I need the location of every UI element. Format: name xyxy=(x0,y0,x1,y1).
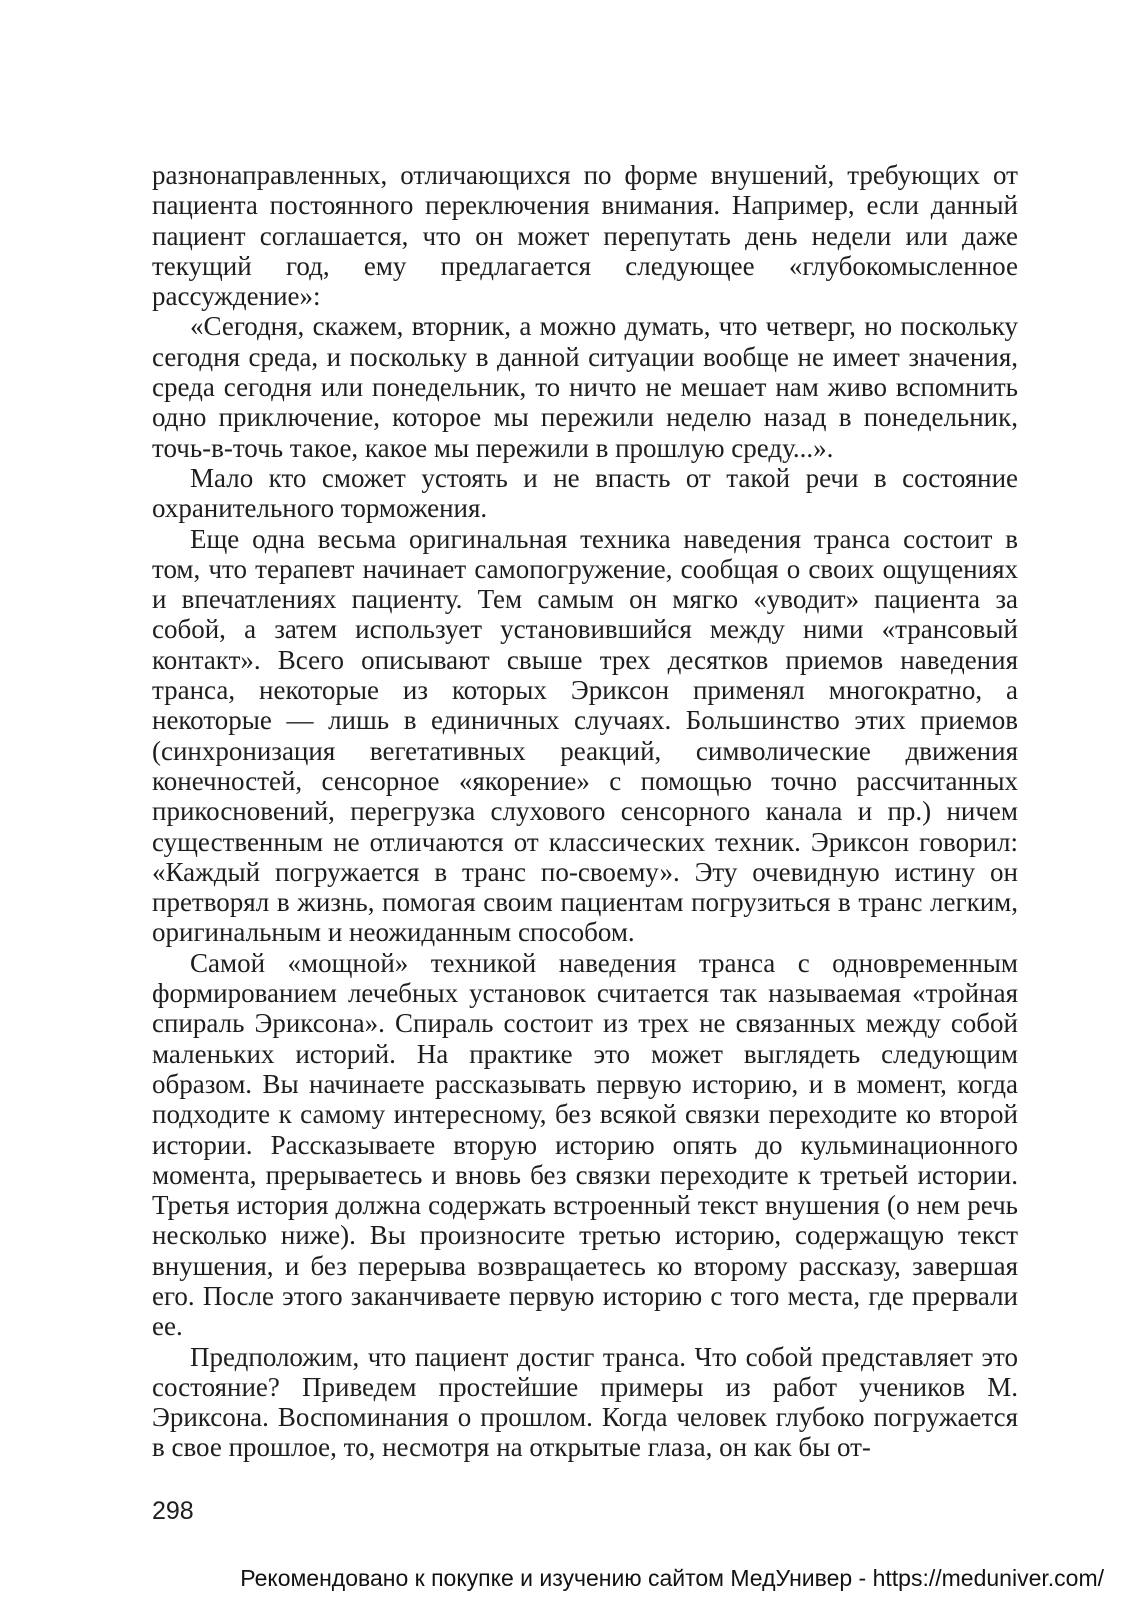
paragraph: Мало кто сможет устоять и не впасть от такой речи в состояние охранительного торможения. xyxy=(152,462,1018,524)
paragraph: Еще одна весьма оригинальная техника наведения транса состоит в том, что терапевт начинает самопогружение, сообщая о своих ощущениях и впечатлениях пациенту. Тем самым он мягко «уводит» пациента за собой, а затем использует установившийся между ними «трансовый контакт». Всего описывают свыше трех десятков приемов наведения транса, некоторые из которых Эриксон применял многократно, а некоторые — лишь в единичных случаях. Большинство этих приемов (синхронизация вегетативных реакций, символические движения конечностей, сенсорное «якорение» с помощью точно рассчитанных прикосновений, перегрузка слухового сенсорного канала и пр.) ничем существенным не отличаются от классических техник. Эриксон говорил: «Каждый погружается в транс по-своему». Эту очевидную истину он претворял в жизнь, помогая своим пациентам погрузиться в транс легким, оригинальным и неожиданным способом. xyxy=(152,523,1018,948)
footer-recommendation: Рекомендовано к покупке и изучению сайтом МедУнивер - https://meduniver.com/ xyxy=(240,1565,1104,1591)
paragraph-quote: «Сегодня, скажем, вторник, а можно думать, что четверг, но поскольку сегодня среда, и поскольку в данной ситуации вообще не имеет значения, среда сегодня или понедельник, то ничто не мешает нам живо вспомнить одно приключение, которое мы пережили неделю назад в понедельник, точь-в-точь такое, какое мы пережили в прошлую среду...». xyxy=(152,311,1018,463)
paragraph: Самой «мощной» техникой наведения транса с одновременным формированием лечебных установок считается так называемая «тройная спираль Эриксона». Спираль состоит из трех не связанных между собой маленьких историй. На практике это может выглядеть следующим образом. Вы начинаете рассказывать первую историю, и в момент, когда подходите к самому интересному, без всякой связки переходите ко второй истории. Рассказываете вторую историю опять до кульминационного момента, прерываетесь и вновь без связки переходите к третьей истории. Третья история должна содержать встроенный текст внушения (о нем речь несколько ниже). Вы произносите третью историю, содержащую текст внушения, и без перерыва возвращаетесь ко второму рассказу, завершая его. После этого заканчиваете первую историю с того места, где прервали ее. xyxy=(152,947,1018,1342)
paragraph: Предположим, что пациент достиг транса. Что собой представляет это состояние? Приведем простейшие примеры из работ учеников М. Эриксона. Воспоминания о прошлом. Когда человек глубоко погружается в свое прошлое, то, несмотря на открытые глаза, он как бы от- xyxy=(152,1341,1018,1463)
page-number: 298 xyxy=(152,1497,194,1525)
paragraph-continued: разнонаправленных, отличающихся по форме внушений, требующих от пациента постоянного переключения внимания. Например, если данный пациент соглашается, что он может перепутать день недели или даже текущий год, ему предлагается следующее «глубокомысленное рассуждение»: xyxy=(152,160,1018,312)
page-body xyxy=(152,160,1018,1463)
